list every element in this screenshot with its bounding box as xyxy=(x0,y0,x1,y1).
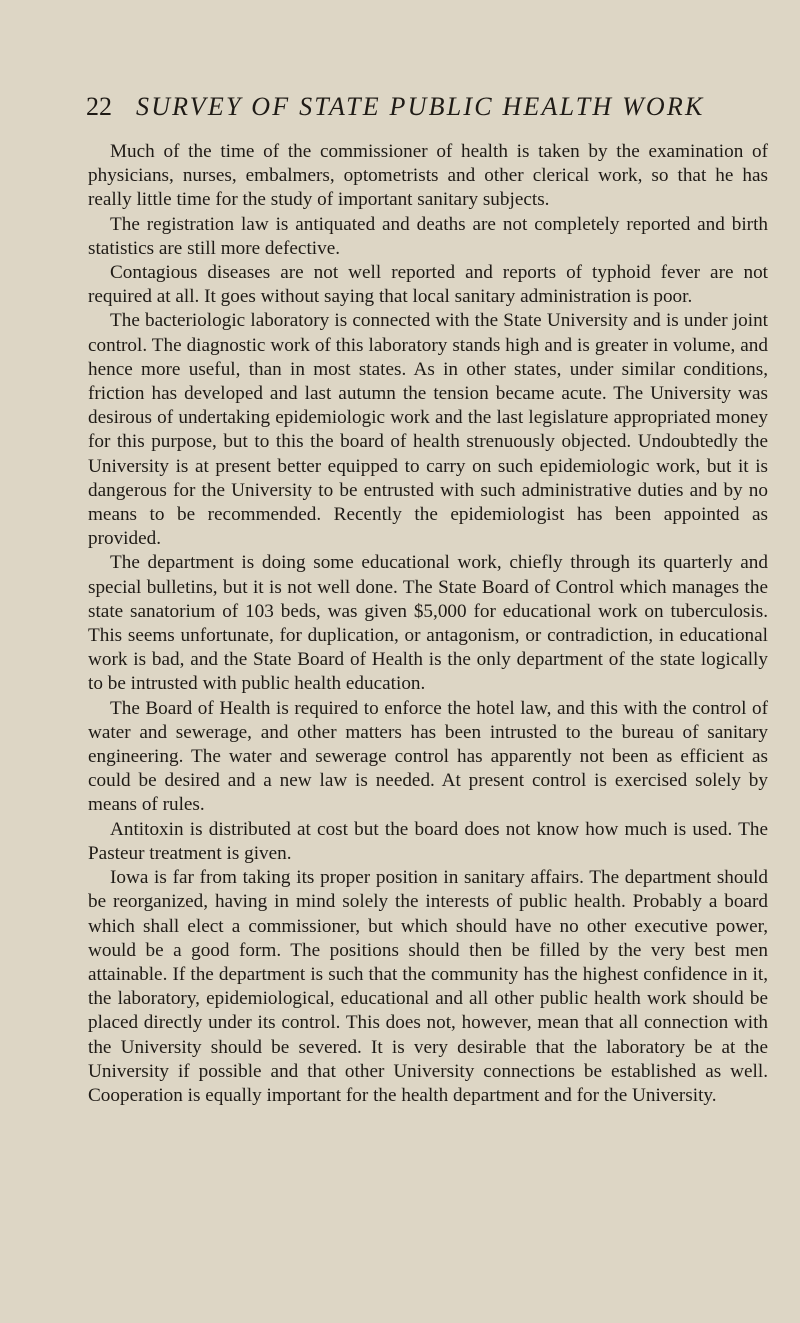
paragraph: The bacteriologic laboratory is connected with the State University and is under joint control. The diagnostic work of this laboratory stands high and is greater in volume, and hence more useful, than in most states. As in other states, under similar conditions, friction has developed and last autumn the tension became acute. The University was desirous of undertaking epidemiologic work and the last legislature appropriated money for this purpose, but to this the board of health strenuously objected. Undoubtedly the University is at present better equipped to carry on such epidemiologic work, but it is dangerous for the University to be entrusted with such administrative duties and by no means to be recommended. Recently the epidemiologist has been appointed as provided. xyxy=(88,310,768,550)
paragraph: Contagious diseases are not well reported and reports of typhoid fever are not required at all. It goes without saying that local sanitary administration is poor. xyxy=(88,262,768,308)
paragraph: Iowa is far from taking its proper position in sanitary affairs. The department should be reorganized, having in mind solely the interests of public health. Probably a board which shall elect a commissioner, but which should have no other executive power, would be a good form. The positions should then be filled by the very best men attainable. If the department is such that the community has the highest confidence in it, the laboratory, epidemiological, educational and all other public health work should be placed directly under its control. This does not, however, mean that all connection with the University should be severed. It is very desirable that the laboratory be at the University if possible and that other University connections be established as well. Cooperation is equally important for the health department and for the University. xyxy=(88,867,768,1106)
paragraph: The registration law is antiquated and deaths are not completely reported and birth statistics are still more defective. xyxy=(88,213,768,259)
running-head xyxy=(86,92,705,122)
body-text xyxy=(88,140,768,1108)
paragraph: The department is doing some educational work, chiefly through its quarterly and special bulletins, but it is not well done. The State Board of Control which manages the state sanatorium of 103 beds, was given $5,000 for educational work on tuberculosis. This seems unfortunate, for duplication, or antagonism, or contradiction, in educational work is bad, and the State Board of Health is the only department of the state logically to be intrusted with public health education. xyxy=(88,552,768,695)
paragraph: Antitoxin is distributed at cost but the board does not know how much is used. The Pasteur treatment is given. xyxy=(88,818,768,864)
running-title: SURVEY OF STATE PUBLIC HEALTH WORK xyxy=(136,92,705,121)
paragraph: Much of the time of the commissioner of health is taken by the examination of physicians, nurses, embalmers, optometrists and other clerical work, so that he has really little time for the study of important sanitary subjects. xyxy=(88,141,768,211)
paragraph: The Board of Health is required to enforce the hotel law, and this with the control of water and sewerage, and other matters has been intrusted to the bureau of sanitary engineering. The water and sewerage control has apparently not been as efficient as could be desired and a new law is needed. At present control is exercised solely by means of rules. xyxy=(88,697,768,816)
page-number: 22 xyxy=(86,92,112,121)
